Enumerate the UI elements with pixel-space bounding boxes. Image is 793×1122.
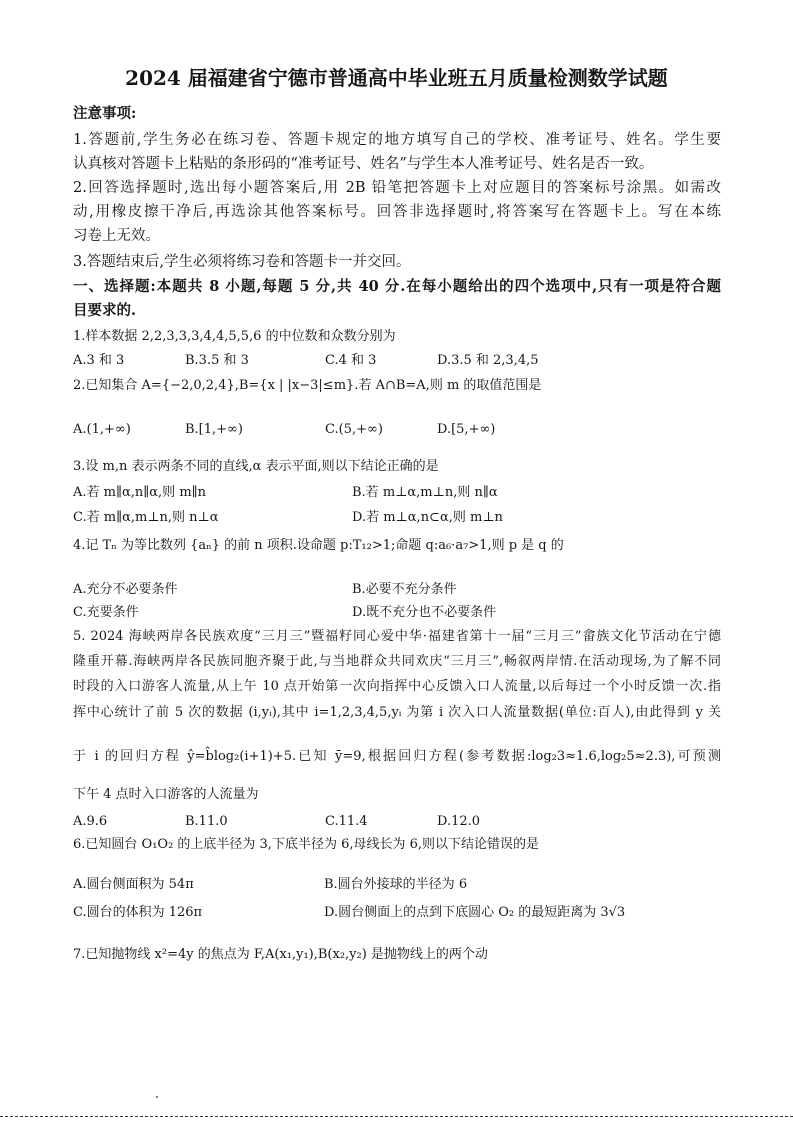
question-7-stem: 7.已知抛物线 x²=4y 的焦点为 F,A(x₁,y₁),B(x₂,y₂) 是抛物线上的两个动 xyxy=(73,947,488,962)
question-5-option-a: A.9.6 xyxy=(73,814,108,829)
question-1-stem: 1.样本数据 2,2,3,3,3,4,4,5,5,6 的中位数和众数分别为 xyxy=(73,329,396,344)
question-1-option-a: A.3 和 3 xyxy=(73,353,125,368)
question-2-option-a: A.(1,+∞) xyxy=(73,422,131,437)
notice-item-2-line-1: 2.回答选择题时,选出每小题答案后,用 2B 铅笔把答题卡上对应题目的答案标号涂黑。如需改 xyxy=(73,180,721,196)
question-4-option-a: A.充分不必要条件 xyxy=(73,582,178,597)
question-1-option-c: C.4 和 3 xyxy=(325,353,377,368)
question-3-option-b: B.若 m⊥α,m⊥n,则 n∥α xyxy=(352,485,498,500)
question-1-option-d: D.3.5 和 2,3,4,5 xyxy=(437,353,539,368)
section-heading-line-1: 一、选择题:本题共 8 小题,每题 5 分,共 40 分.在每小题给出的四个选项中,只有一项是符合题 xyxy=(73,278,721,295)
question-5-stem-line-5: 于 i 的回归方程 ŷ=b̂log₂(i+1)+5.已知 ȳ=9,根据回归方程(参考数据:log₂3≈1.6,log₂5≈2.3),可预测 xyxy=(73,749,721,764)
question-6-option-a: A.圆台侧面积为 54π xyxy=(73,877,194,892)
question-2-stem: 2.已知集合 A={−2,0,2,4},B={x | |x−3|≤m}.若 A∩B=A,则 m 的取值范围是 xyxy=(73,378,542,393)
question-5-stem-line-4: 挥中心统计了前 5 次的数据 (i,yᵢ),其中 i=1,2,3,4,5,yᵢ 为第 i 次入口人流量数据(单位:百人),由此得到 y 关 xyxy=(73,705,721,720)
question-3-option-a: A.若 m∥α,n∥α,则 m∥n xyxy=(73,485,207,500)
page-title: 2024 届福建省宁德市普通高中毕业班五月质量检测数学试题 xyxy=(125,66,668,90)
question-2-option-d: D.[5,+∞) xyxy=(437,422,496,437)
notice-heading: 注意事项: xyxy=(73,105,137,122)
question-4-option-d: D.既不充分也不必要条件 xyxy=(352,605,497,620)
question-6-option-d: D.圆台侧面上的点到下底圆心 O₂ 的最短距离为 3√3 xyxy=(324,905,626,920)
notice-item-3-line-1: 3.答题结束后,学生必须将练习卷和答题卡一并交回。 xyxy=(73,254,411,270)
question-4-option-c: C.充要条件 xyxy=(73,605,139,620)
notice-item-2-line-3: 习卷上无效。 xyxy=(73,228,160,244)
notice-item-2-line-2: 动,用橡皮擦干净后,再选涂其他答案标号。回答非选择题时,将答案写在答题卡上。写在本练 xyxy=(73,204,721,220)
notice-item-1-line-1: 1.答题前,学生务必在练习卷、答题卡规定的地方填写自己的学校、准考证号、姓名。学生要 xyxy=(73,132,721,148)
question-3-stem: 3.设 m,n 表示两条不同的直线,α 表示平面,则以下结论正确的是 xyxy=(73,459,439,474)
section-heading-line-2: 目要求的. xyxy=(73,302,137,319)
question-2-option-b: B.[1,+∞) xyxy=(185,422,243,437)
question-1-option-b: B.3.5 和 3 xyxy=(185,353,249,368)
question-6-option-b: B.圆台外接球的半径为 6 xyxy=(324,877,468,892)
question-5-stem-line-1: 5. 2024 海峡两岸各民族欢度“三月三”暨福籽同心爱中华·福建省第十一届“三月三”畲族文化节活动在宁德 xyxy=(73,629,721,644)
scan-dot-mark xyxy=(156,1096,158,1098)
question-5-stem-line-6: 下午 4 点时入口游客的人流量为 xyxy=(73,787,259,802)
bottom-divider xyxy=(0,1116,793,1117)
question-3-option-c: C.若 m∥α,m⊥n,则 n⊥α xyxy=(73,510,219,525)
question-5-option-c: C.11.4 xyxy=(325,814,368,829)
question-5-option-b: B.11.0 xyxy=(185,814,228,829)
question-5-stem-line-2: 隆重开幕.海峡两岸各民族同胞齐聚于此,与当地群众共同欢庆“三月三”,畅叙两岸情.在活动现场,为了解不同 xyxy=(73,654,721,669)
question-4-option-b: B.必要不充分条件 xyxy=(352,582,457,597)
question-5-stem-line-3: 时段的入口游客人流量,从上午 10 点开始第一次向指挥中心反馈入口人流量,以后每过一个小时反馈一次.指 xyxy=(73,679,721,694)
question-6-option-c: C.圆台的体积为 126π xyxy=(73,905,203,920)
notice-item-1-line-2: 认真核对答题卡上粘贴的条形码的“准考证号、姓名”与学生本人准考证号、姓名是否一致。 xyxy=(73,156,654,172)
question-5-option-d: D.12.0 xyxy=(437,814,481,829)
question-2-option-c: C.(5,+∞) xyxy=(325,422,383,437)
question-4-stem: 4.记 Tₙ 为等比数列 {aₙ} 的前 n 项积.设命题 p:T₁₂>1;命题 q:a₆·a₇>1,则 p 是 q 的 xyxy=(73,538,564,553)
question-3-option-d: D.若 m⊥α,n⊂α,则 m⊥n xyxy=(352,510,503,525)
question-6-stem: 6.已知圆台 O₁O₂ 的上底半径为 3,下底半径为 6,母线长为 6,则以下结论错误的是 xyxy=(73,837,540,852)
